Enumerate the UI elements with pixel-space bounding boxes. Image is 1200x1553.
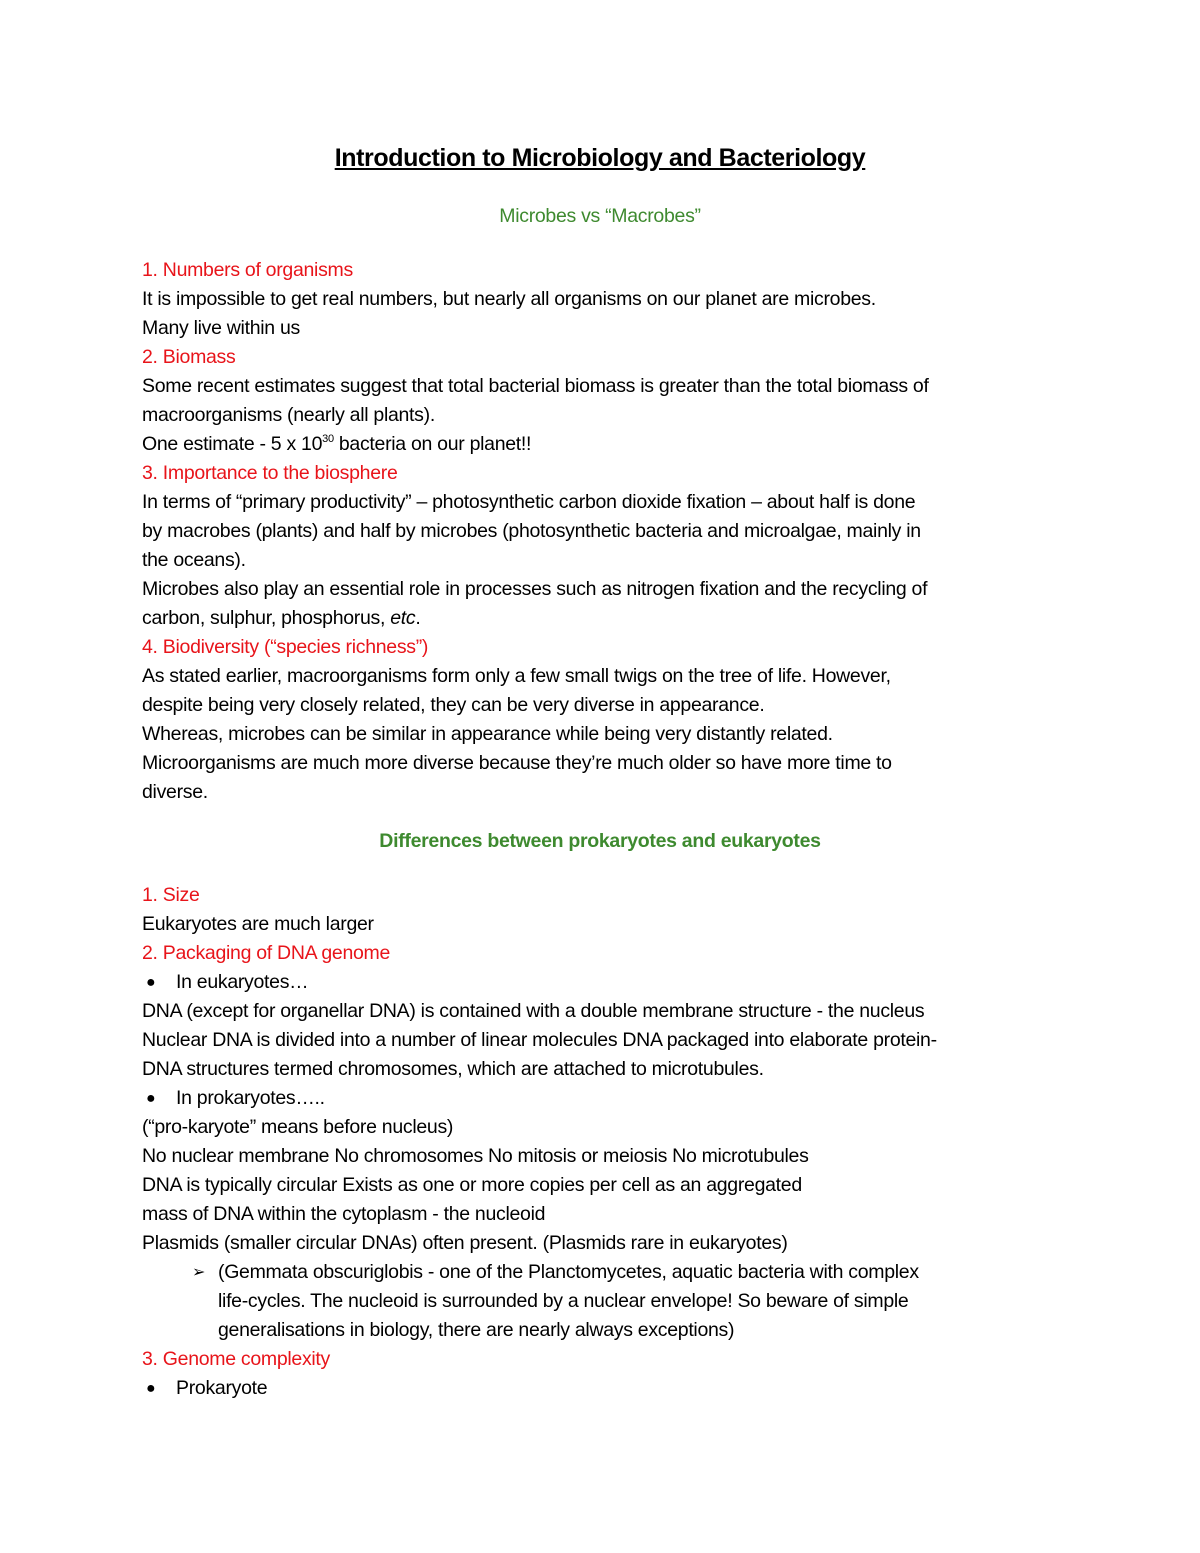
heading-biomass: 2. Biomass [142, 346, 236, 368]
paragraph-line: DNA (except for organellar DNA) is contained with a double membrane structure - the nucleus [142, 1000, 925, 1022]
paragraph-line: Plasmids (smaller circular DNAs) often present. (Plasmids rare in eukaryotes) [142, 1232, 788, 1254]
heading-biodiversity: 4. Biodiversity (“species richness”) [142, 636, 429, 658]
bullet-item [142, 1084, 1072, 1113]
bullet-icon: ● [146, 1090, 156, 1107]
paragraph-line: Eukaryotes are much larger [142, 913, 374, 935]
section-microbes [142, 256, 1072, 807]
paragraph-line: macroorganisms (nearly all plants). [142, 404, 435, 426]
paragraph-line: (“pro-karyote” means before nucleus) [142, 1116, 454, 1138]
arrow-bullet-icon: ➢ [192, 1264, 206, 1281]
document-title: Introduction to Microbiology and Bacteriology [334, 144, 866, 172]
exponent: 30 [322, 433, 334, 445]
paragraph-line: No nuclear membrane No chromosomes No mitosis or meiosis No microtubules [142, 1145, 809, 1167]
paragraph-line: Some recent estimates suggest that total bacterial biomass is greater than the total biomass of [142, 375, 929, 397]
arrow-bullet-item [142, 1258, 1072, 1287]
bullet-item [142, 968, 1072, 997]
text-run: carbon, sulphur, phosphorus, [142, 607, 391, 629]
heading-genome-complexity: 3. Genome complexity [142, 1348, 331, 1370]
estimate-text-end: bacteria on our planet!! [333, 433, 532, 455]
bullet-text: Prokaryote [176, 1377, 268, 1399]
paragraph-line [142, 604, 1072, 633]
subtitle-microbes-vs-macrobes: Microbes vs “Macrobes” [499, 205, 701, 227]
bullet-item [142, 1374, 1072, 1403]
paragraph-line: despite being very closely related, they can be very diverse in appearance. [142, 694, 765, 716]
paragraph-line: diverse. [142, 781, 208, 803]
paragraph-line: DNA structures termed chromosomes, which are attached to microtubules. [142, 1058, 764, 1080]
section-differences [142, 881, 1072, 1403]
estimate-line [142, 430, 1072, 459]
paragraph-line: Whereas, microbes can be similar in appearance while being very distantly related. [142, 723, 833, 745]
heading-numbers: 1. Numbers of organisms [142, 259, 353, 281]
paragraph-line: In terms of “primary productivity” – photosynthetic carbon dioxide fixation – about half is done [142, 491, 916, 513]
arrow-bullet-text: generalisations in biology, there are nearly always exceptions) [218, 1319, 735, 1341]
estimate-text: One estimate - 5 x 10 [142, 433, 323, 455]
bullet-text: In prokaryotes….. [176, 1087, 325, 1109]
paragraph-line: DNA is typically circular Exists as one or more copies per cell as an aggregated [142, 1174, 802, 1196]
bullet-icon: ● [146, 1380, 156, 1397]
arrow-bullet-text: life-cycles. The nucleoid is surrounded by a nuclear envelope! So beware of simple [218, 1290, 909, 1312]
paragraph-line: Many live within us [142, 317, 300, 339]
bullet-icon: ● [146, 974, 156, 991]
heading-size: 1. Size [142, 884, 200, 906]
arrow-bullet-continuation [142, 1287, 1072, 1316]
italic-text: etc [390, 607, 416, 629]
subtitle-differences: Differences between prokaryotes and eukaryotes [379, 830, 821, 852]
paragraph-line: by macrobes (plants) and half by microbes (photosynthetic bacteria and microalgae, mainly in [142, 520, 921, 542]
bullet-text: In eukaryotes… [176, 971, 309, 993]
heading-biosphere: 3. Importance to the biosphere [142, 462, 398, 484]
paragraph-line: mass of DNA within the cytoplasm - the nucleoid [142, 1203, 546, 1225]
paragraph-line: Microbes also play an essential role in processes such as nitrogen fixation and the recycling of [142, 578, 928, 600]
heading-packaging: 2. Packaging of DNA genome [142, 942, 391, 964]
arrow-bullet-text: (Gemmata obscuriglobis - one of the Planctomycetes, aquatic bacteria with complex [218, 1261, 919, 1283]
paragraph-line: the oceans). [142, 549, 246, 571]
arrow-bullet-continuation [142, 1316, 1072, 1345]
text-run: . [415, 607, 421, 629]
paragraph-line: Microorganisms are much more diverse because they’re much older so have more time to [142, 752, 892, 774]
paragraph-line: Nuclear DNA is divided into a number of linear molecules DNA packaged into elaborate protein- [142, 1029, 937, 1051]
paragraph-line: It is impossible to get real numbers, but nearly all organisms on our planet are microbes. [142, 288, 876, 310]
paragraph-line: As stated earlier, macroorganisms form only a few small twigs on the tree of life. However, [142, 665, 891, 687]
